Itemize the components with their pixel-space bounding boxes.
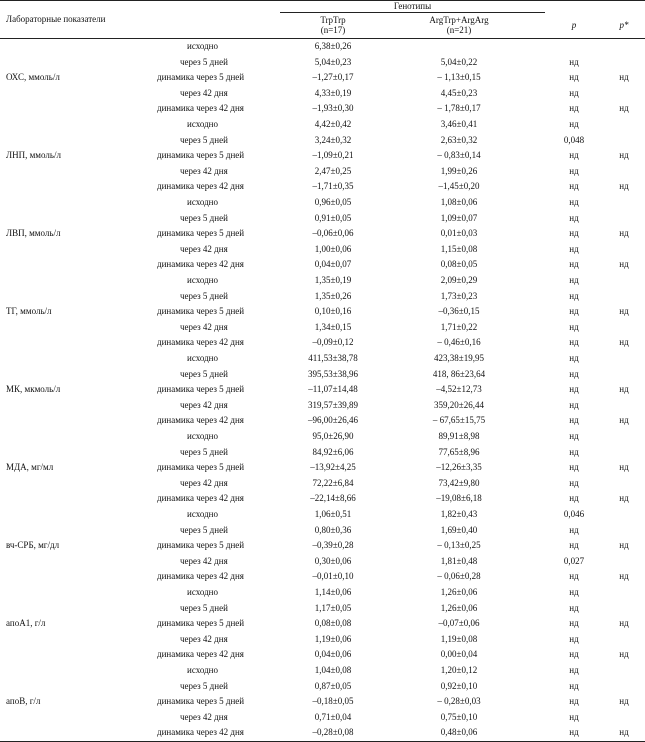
value-trptrp: 0,04±0,06 xyxy=(314,649,352,660)
period-label: динамика через 5 дней xyxy=(157,384,245,395)
value-trptrp: 0,04±0,07 xyxy=(314,259,352,270)
p-value: нд xyxy=(569,727,579,738)
value-trptrp: 319,57±39,89 xyxy=(308,399,358,410)
value-trptrp: 1,04±0,08 xyxy=(314,665,352,675)
p-value: нд xyxy=(569,524,579,535)
value-trptrp: –11,07±14,48 xyxy=(308,384,358,395)
pstar-value: нд xyxy=(619,727,629,738)
pstar-value: нд xyxy=(619,306,629,317)
p-value: нд xyxy=(569,540,579,551)
period-label: исходно xyxy=(187,41,218,51)
pstar-value: нд xyxy=(619,462,629,473)
period-label: исходно xyxy=(187,275,218,285)
value-argtrp: 3,46±0,41 xyxy=(440,119,478,129)
period-label: исходно xyxy=(187,431,218,441)
p-value: нд xyxy=(569,337,579,348)
indicator-label: ЛВП, ммоль/л xyxy=(6,228,61,239)
indicator-label: ОХС, ммоль/л xyxy=(6,72,60,83)
p-value: нд xyxy=(569,150,579,161)
value-trptrp: –0,39±0,28 xyxy=(312,540,354,551)
period-label: динамика через 42 дня xyxy=(157,181,244,192)
value-trptrp: 0,71±0,04 xyxy=(314,711,352,722)
p-header: p xyxy=(571,20,577,30)
p-value: нд xyxy=(569,103,579,114)
p-value: нд xyxy=(569,181,579,192)
p-value: нд xyxy=(569,353,579,363)
value-trptrp: –1,27±0,17 xyxy=(312,72,354,83)
p-value: нд xyxy=(569,87,579,98)
value-argtrp: 1,15±0,08 xyxy=(440,243,478,254)
period-label: исходно xyxy=(187,665,218,675)
period-label: через 42 дня xyxy=(180,633,228,644)
value-argtrp: 1,82±0,43 xyxy=(440,509,478,519)
period-label: через 5 дней xyxy=(180,290,228,301)
period-label: через 5 дней xyxy=(180,524,228,535)
p-value: 0,027 xyxy=(563,555,585,566)
value-trptrp: 6,38±0,26 xyxy=(314,41,352,51)
value-argtrp: –1,45±0,20 xyxy=(438,181,480,192)
pstar-value: нд xyxy=(619,415,629,426)
pstar-value: нд xyxy=(619,571,629,582)
value-trptrp: 72,22±6,84 xyxy=(312,477,354,488)
pstar-value: нд xyxy=(619,618,629,629)
col2-header-name: ArgTrp+ArgArg xyxy=(429,15,489,25)
value-trptrp: 4,42±0,42 xyxy=(314,119,352,129)
indicator-label: апоВ, г/л xyxy=(6,696,41,707)
indicator-label: вч-СРБ, мг/дл xyxy=(6,540,60,551)
period-label: динамика через 42 дня xyxy=(157,649,244,660)
value-trptrp: 5,04±0,23 xyxy=(314,56,352,67)
value-trptrp: 1,14±0,06 xyxy=(314,587,352,597)
period-label: динамика через 5 дней xyxy=(157,228,245,239)
p-value: нд xyxy=(569,431,579,441)
indicators-header: Лабораторные показатели xyxy=(6,14,106,24)
value-trptrp: –1,71±0,35 xyxy=(312,181,354,192)
value-argtrp: – 1,78±0,17 xyxy=(437,103,481,114)
pstar-value: нд xyxy=(619,72,629,83)
period-label: динамика через 42 дня xyxy=(157,259,244,270)
period-label: через 5 дней xyxy=(180,134,228,145)
value-argtrp: – 0,46±0,16 xyxy=(437,337,481,348)
col1-header-n: (n=17) xyxy=(320,25,346,35)
p-value: нд xyxy=(569,228,579,239)
col1-header-name: TrpTrp xyxy=(320,15,346,25)
value-argtrp: 1,08±0,06 xyxy=(440,197,478,207)
value-argtrp: 5,04±0,22 xyxy=(440,56,478,67)
value-trptrp: –1,93±0,30 xyxy=(312,103,354,114)
value-trptrp: 1,06±0,51 xyxy=(314,509,352,519)
value-argtrp: –19,08±6,18 xyxy=(436,493,482,504)
period-label: исходно xyxy=(187,197,218,207)
value-argtrp: 0,01±0,03 xyxy=(440,228,478,239)
p-value: нд xyxy=(569,212,579,223)
indicator-label: ЛНП, ммоль/л xyxy=(6,150,61,161)
period-label: исходно xyxy=(187,119,218,129)
value-trptrp: –1,09±0,21 xyxy=(312,150,354,161)
value-argtrp: 359,20±26,44 xyxy=(434,399,484,410)
p-value: нд xyxy=(569,462,579,473)
indicator-label: апоА1, г/л xyxy=(6,618,46,629)
period-label: динамика через 42 дня xyxy=(157,337,244,348)
p-value: нд xyxy=(569,571,579,582)
period-label: через 42 дня xyxy=(180,243,228,254)
period-label: динамика через 5 дней xyxy=(157,618,245,629)
p-value: нд xyxy=(569,696,579,707)
period-label: через 42 дня xyxy=(180,321,228,332)
p-value: нд xyxy=(569,587,579,597)
value-argtrp: 0,00±0,04 xyxy=(440,649,478,660)
pstar-value: нд xyxy=(619,181,629,192)
p-value: нд xyxy=(569,56,579,67)
value-trptrp: –0,09±0,12 xyxy=(312,337,354,348)
period-label: через 5 дней xyxy=(180,212,228,223)
pstar-value: нд xyxy=(619,540,629,551)
value-argtrp: –0,07±0,06 xyxy=(438,618,480,629)
p-value: нд xyxy=(569,477,579,488)
p-value: нд xyxy=(569,649,579,660)
value-argtrp: 4,45±0,23 xyxy=(440,87,478,98)
value-argtrp: 423,38±19,95 xyxy=(434,353,484,363)
value-argtrp: 1,26±0,06 xyxy=(440,602,478,613)
period-label: динамика через 42 дня xyxy=(157,727,244,738)
value-trptrp: 4,33±0,19 xyxy=(314,87,352,98)
period-label: через 42 дня xyxy=(180,87,228,98)
value-argtrp: 2,63±0,32 xyxy=(440,134,478,145)
period-label: динамика через 5 дней xyxy=(157,462,245,473)
value-argtrp: 1,73±0,23 xyxy=(440,290,478,301)
p-value: нд xyxy=(569,384,579,395)
period-label: динамика через 5 дней xyxy=(157,696,245,707)
value-argtrp: – 0,13±0,25 xyxy=(437,540,481,551)
value-argtrp: 1,81±0,48 xyxy=(440,555,478,566)
value-argtrp: 0,92±0,10 xyxy=(440,680,478,691)
value-trptrp: 395,53±38,96 xyxy=(308,368,358,379)
value-argtrp: – 0,28±0,03 xyxy=(437,696,481,707)
value-trptrp: 2,47±0,25 xyxy=(314,165,352,176)
value-trptrp: 0,91±0,05 xyxy=(314,212,352,223)
value-trptrp: –13,92±4,25 xyxy=(310,462,356,473)
value-argtrp: 1,20±0,12 xyxy=(440,665,478,675)
period-label: через 5 дней xyxy=(180,602,228,613)
period-label: динамика через 42 дня xyxy=(157,415,244,426)
period-label: динамика через 42 дня xyxy=(157,571,244,582)
pstar-value: нд xyxy=(619,649,629,660)
p-value: нд xyxy=(569,306,579,317)
value-trptrp: –0,28±0,08 xyxy=(312,727,354,738)
p-value: нд xyxy=(569,493,579,504)
col2-header-n: (n=21) xyxy=(446,25,472,35)
value-argtrp: 0,48±0,06 xyxy=(440,727,478,738)
value-trptrp: 3,24±0,32 xyxy=(314,134,352,145)
pstar-value: нд xyxy=(619,228,629,239)
value-argtrp: 89,91±8,98 xyxy=(438,431,480,441)
p-value: нд xyxy=(569,665,579,675)
p-value: нд xyxy=(569,243,579,254)
period-label: динамика через 42 дня xyxy=(157,103,244,114)
genotypes-header: Генотипы xyxy=(393,1,432,11)
value-trptrp: –22,14±8,66 xyxy=(310,493,356,504)
p-value: нд xyxy=(569,290,579,301)
period-label: через 5 дней xyxy=(180,368,228,379)
value-argtrp: – 1,13±0,15 xyxy=(437,72,481,83)
value-argtrp: –0,36±0,15 xyxy=(438,306,480,317)
period-label: динамика через 42 дня xyxy=(157,493,244,504)
value-argtrp: 1,69±0,40 xyxy=(440,524,478,535)
p-value: нд xyxy=(569,119,579,129)
value-trptrp: 1,35±0,26 xyxy=(314,290,352,301)
value-trptrp: 0,87±0,05 xyxy=(314,680,352,691)
value-trptrp: –0,06±0,06 xyxy=(312,228,354,239)
p-value: нд xyxy=(569,680,579,691)
value-trptrp: 1,34±0,15 xyxy=(314,321,352,332)
genotypes-underline xyxy=(280,12,545,13)
pstar-header: p* xyxy=(619,20,629,30)
pstar-value: нд xyxy=(619,493,629,504)
value-trptrp: –0,01±0,10 xyxy=(312,571,354,582)
period-label: через 42 дня xyxy=(180,477,228,488)
p-value: нд xyxy=(569,321,579,332)
period-label: динамика через 5 дней xyxy=(157,72,245,83)
value-trptrp: –96,00±26,46 xyxy=(308,415,358,426)
period-label: динамика через 5 дней xyxy=(157,540,245,551)
value-trptrp: –0,18±0,05 xyxy=(312,696,354,707)
value-trptrp: 1,00±0,06 xyxy=(314,243,352,254)
value-argtrp: –12,26±3,35 xyxy=(436,462,482,473)
p-value: нд xyxy=(569,165,579,176)
p-value: нд xyxy=(569,602,579,613)
p-value: нд xyxy=(569,415,579,426)
period-label: исходно xyxy=(187,587,218,597)
value-trptrp: 0,30±0,06 xyxy=(314,555,352,566)
value-argtrp: – 0,06±0,28 xyxy=(437,571,481,582)
value-trptrp: 84,92±6,06 xyxy=(312,446,354,457)
value-argtrp: – 0,83±0,14 xyxy=(437,150,481,161)
period-label: динамика через 5 дней xyxy=(157,306,245,317)
value-trptrp: 1,35±0,19 xyxy=(314,275,352,285)
p-value: 0,046 xyxy=(563,509,585,519)
value-argtrp: 2,09±0,29 xyxy=(440,275,478,285)
p-value: нд xyxy=(569,72,579,83)
value-trptrp: 0,10±0,16 xyxy=(314,306,352,317)
pstar-value: нд xyxy=(619,696,629,707)
value-trptrp: 0,80±0,36 xyxy=(314,524,352,535)
p-value: нд xyxy=(569,275,579,285)
p-value: нд xyxy=(569,618,579,629)
indicator-label: МК, мкмоль/л xyxy=(6,384,61,395)
header-bottom-rule xyxy=(0,38,645,39)
period-label: через 5 дней xyxy=(180,680,228,691)
value-argtrp: 73,42±9,80 xyxy=(438,477,480,488)
p-value: нд xyxy=(569,633,579,644)
value-argtrp: 1,26±0,06 xyxy=(440,587,478,597)
period-label: через 5 дней xyxy=(180,56,228,67)
period-label: исходно xyxy=(187,353,218,363)
p-value: нд xyxy=(569,711,579,722)
indicator-label: МДА, мг/мл xyxy=(6,462,54,473)
period-label: через 42 дня xyxy=(180,399,228,410)
value-argtrp: –4,52±12,73 xyxy=(436,384,482,395)
value-argtrp: 77,65±8,96 xyxy=(438,446,480,457)
indicator-label: ТГ, ммоль/л xyxy=(6,306,52,317)
value-trptrp: 411,53±38,78 xyxy=(308,353,358,363)
pstar-value: нд xyxy=(619,384,629,395)
p-value: нд xyxy=(569,446,579,457)
period-label: динамика через 5 дней xyxy=(157,150,245,161)
value-argtrp: 1,99±0,26 xyxy=(440,165,478,176)
value-trptrp: 0,08±0,08 xyxy=(314,618,352,629)
period-label: через 42 дня xyxy=(180,711,228,722)
pstar-value: нд xyxy=(619,150,629,161)
p-value: нд xyxy=(569,259,579,270)
p-value: нд xyxy=(569,368,579,379)
value-argtrp: 1,71±0,22 xyxy=(440,321,478,332)
value-trptrp: 1,17±0,05 xyxy=(314,602,352,613)
value-trptrp: 95,0±26,90 xyxy=(312,431,354,441)
value-argtrp: 1,09±0,07 xyxy=(440,212,478,223)
value-argtrp: 1,19±0,08 xyxy=(440,633,478,644)
pstar-value: нд xyxy=(619,337,629,348)
value-trptrp: 0,96±0,05 xyxy=(314,197,352,207)
value-argtrp: 0,08±0,05 xyxy=(440,259,478,270)
period-label: исходно xyxy=(187,509,218,519)
value-trptrp: 1,19±0,06 xyxy=(314,633,352,644)
period-label: через 42 дня xyxy=(180,555,228,566)
period-label: через 5 дней xyxy=(180,446,228,457)
value-argtrp: 0,75±0,10 xyxy=(440,711,478,722)
p-value: нд xyxy=(569,399,579,410)
pstar-value: нд xyxy=(619,259,629,270)
p-value: 0,048 xyxy=(563,134,585,145)
value-argtrp: 418, 86±23,64 xyxy=(432,368,486,379)
value-argtrp: – 67,65±15,75 xyxy=(432,415,486,426)
pstar-value: нд xyxy=(619,103,629,114)
period-label: через 42 дня xyxy=(180,165,228,176)
p-value: нд xyxy=(569,197,579,207)
